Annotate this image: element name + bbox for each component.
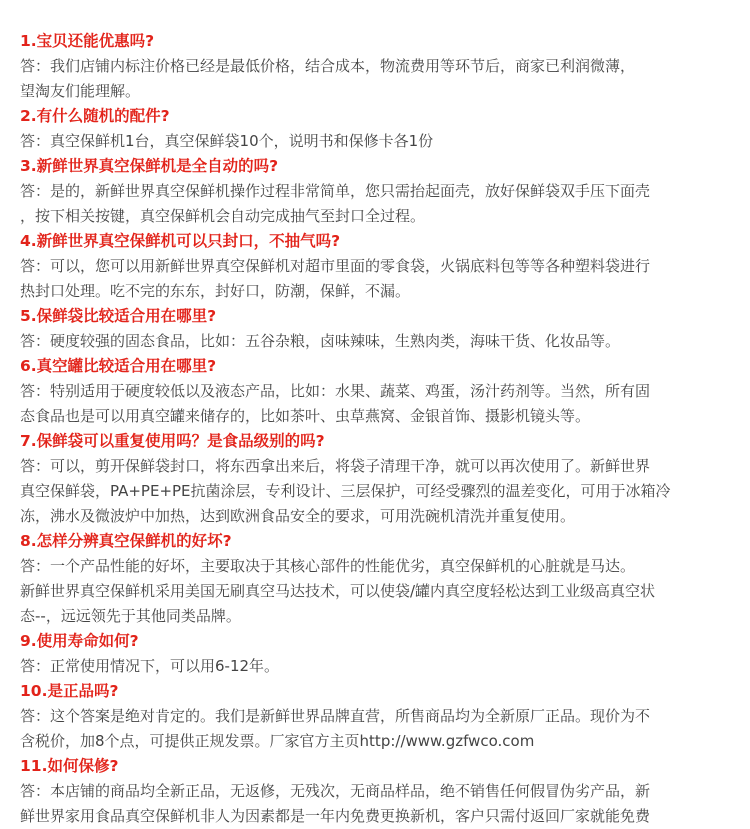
faq-answer: 答：可以，您可以用新鲜世界真空保鲜机对超市里面的零食袋，火锅底料包等等各种塑料袋进行 热封口处理。吃不完的东东，封好口，防潮，保鲜，不漏。 <box>20 257 651 300</box>
faq-question: 1.宝贝还能优惠吗? <box>20 32 155 50</box>
faq-item <box>20 29 732 104</box>
faq-answer: 答：硬度较强的固态食品，比如：五谷杂粮，卤味辣味，生熟肉类，海味干货、化妆品等。 <box>20 332 621 350</box>
faq-question: 7.保鲜袋可以重复使用吗？是食品级别的吗? <box>20 432 325 450</box>
faq-question: 2.有什么随机的配件? <box>20 107 170 125</box>
faq-item <box>20 679 732 754</box>
faq-answer: 答：这个答案是绝对肯定的。我们是新鲜世界品牌直营，所售商品均为全新原厂正品。现价为不 含税价，加8个点，可提供正规发票。厂家官方主页http://www.gzfwco.com <box>20 707 651 750</box>
faq-item <box>20 104 732 154</box>
faq-list <box>20 29 732 829</box>
faq-answer: 答：一个产品性能的好坏，主要取决于其核心部件的性能优劣，真空保鲜机的心脏就是马达。 新鲜世界真空保鲜机采用美国无刷真空马达技术，可以使袋/罐内真空度轻松达到工业级高真空状 态--，远远领先于其他同类品牌。 <box>20 557 656 625</box>
faq-item <box>20 304 732 354</box>
faq-answer: 答：我们店铺内标注价格已经是最低价格，结合成本，物流费用等环节后，商家已利润微薄， 望淘友们能理解。 <box>20 57 636 100</box>
faq-question: 5.保鲜袋比较适合用在哪里? <box>20 307 217 325</box>
faq-question: 9.使用寿命如何? <box>20 632 139 650</box>
faq-question: 6.真空罐比较适合用在哪里? <box>20 357 217 375</box>
faq-answer: 答：可以，剪开保鲜袋封口，将东西拿出来后，将袋子清理干净，就可以再次使用了。新鲜世界 真空保鲜袋，PA+PE+PE抗菌涂层，专利设计、三层保护，可经受骤烈的温差变化，可用于冰箱冷 冻，沸水及微波炉中加热，达到欧洲食品安全的要求，可用洗碗机清洗并重复使用。 <box>20 457 671 525</box>
faq-item <box>20 754 732 829</box>
faq-answer: 答：正常使用情况下，可以用6-12年。 <box>20 657 280 675</box>
faq-item <box>20 429 732 529</box>
faq-item <box>20 529 732 629</box>
faq-question: 8.怎样分辨真空保鲜机的好坏? <box>20 532 232 550</box>
faq-answer: 答：本店铺的商品均全新正品，无返修，无残次，无商品样品，绝不销售任何假冒伪劣产品，新 鲜世界家用食品真空保鲜机非人为因素都是一年内免费更换新机，客户只需付返回厂家就能免费 <box>20 782 651 825</box>
faq-answer: 答：特别适用于硬度较低以及液态产品，比如：水果、蔬菜、鸡蛋，汤汁药剂等。当然，所有固 态食品也是可以用真空罐来储存的，比如茶叶、虫草燕窝、金银首饰、摄影机镜头等。 <box>20 382 651 425</box>
faq-item <box>20 229 732 304</box>
faq-question: 11.如何保修? <box>20 757 119 775</box>
faq-item <box>20 154 732 229</box>
faq-question: 4.新鲜世界真空保鲜机可以只封口，不抽气吗? <box>20 232 341 250</box>
faq-question: 10.是正品吗? <box>20 682 119 700</box>
faq-item <box>20 629 732 679</box>
faq-item <box>20 354 732 429</box>
faq-answer: 答：真空保鲜机1台，真空保鲜袋10个，说明书和保修卡各1份 <box>20 132 434 150</box>
faq-question: 3.新鲜世界真空保鲜机是全自动的吗? <box>20 157 279 175</box>
faq-answer: 答：是的，新鲜世界真空保鲜机操作过程非常简单，您只需抬起面壳，放好保鲜袋双手压下面壳 ，按下相关按键，真空保鲜机会自动完成抽气至封口全过程。 <box>20 182 651 225</box>
